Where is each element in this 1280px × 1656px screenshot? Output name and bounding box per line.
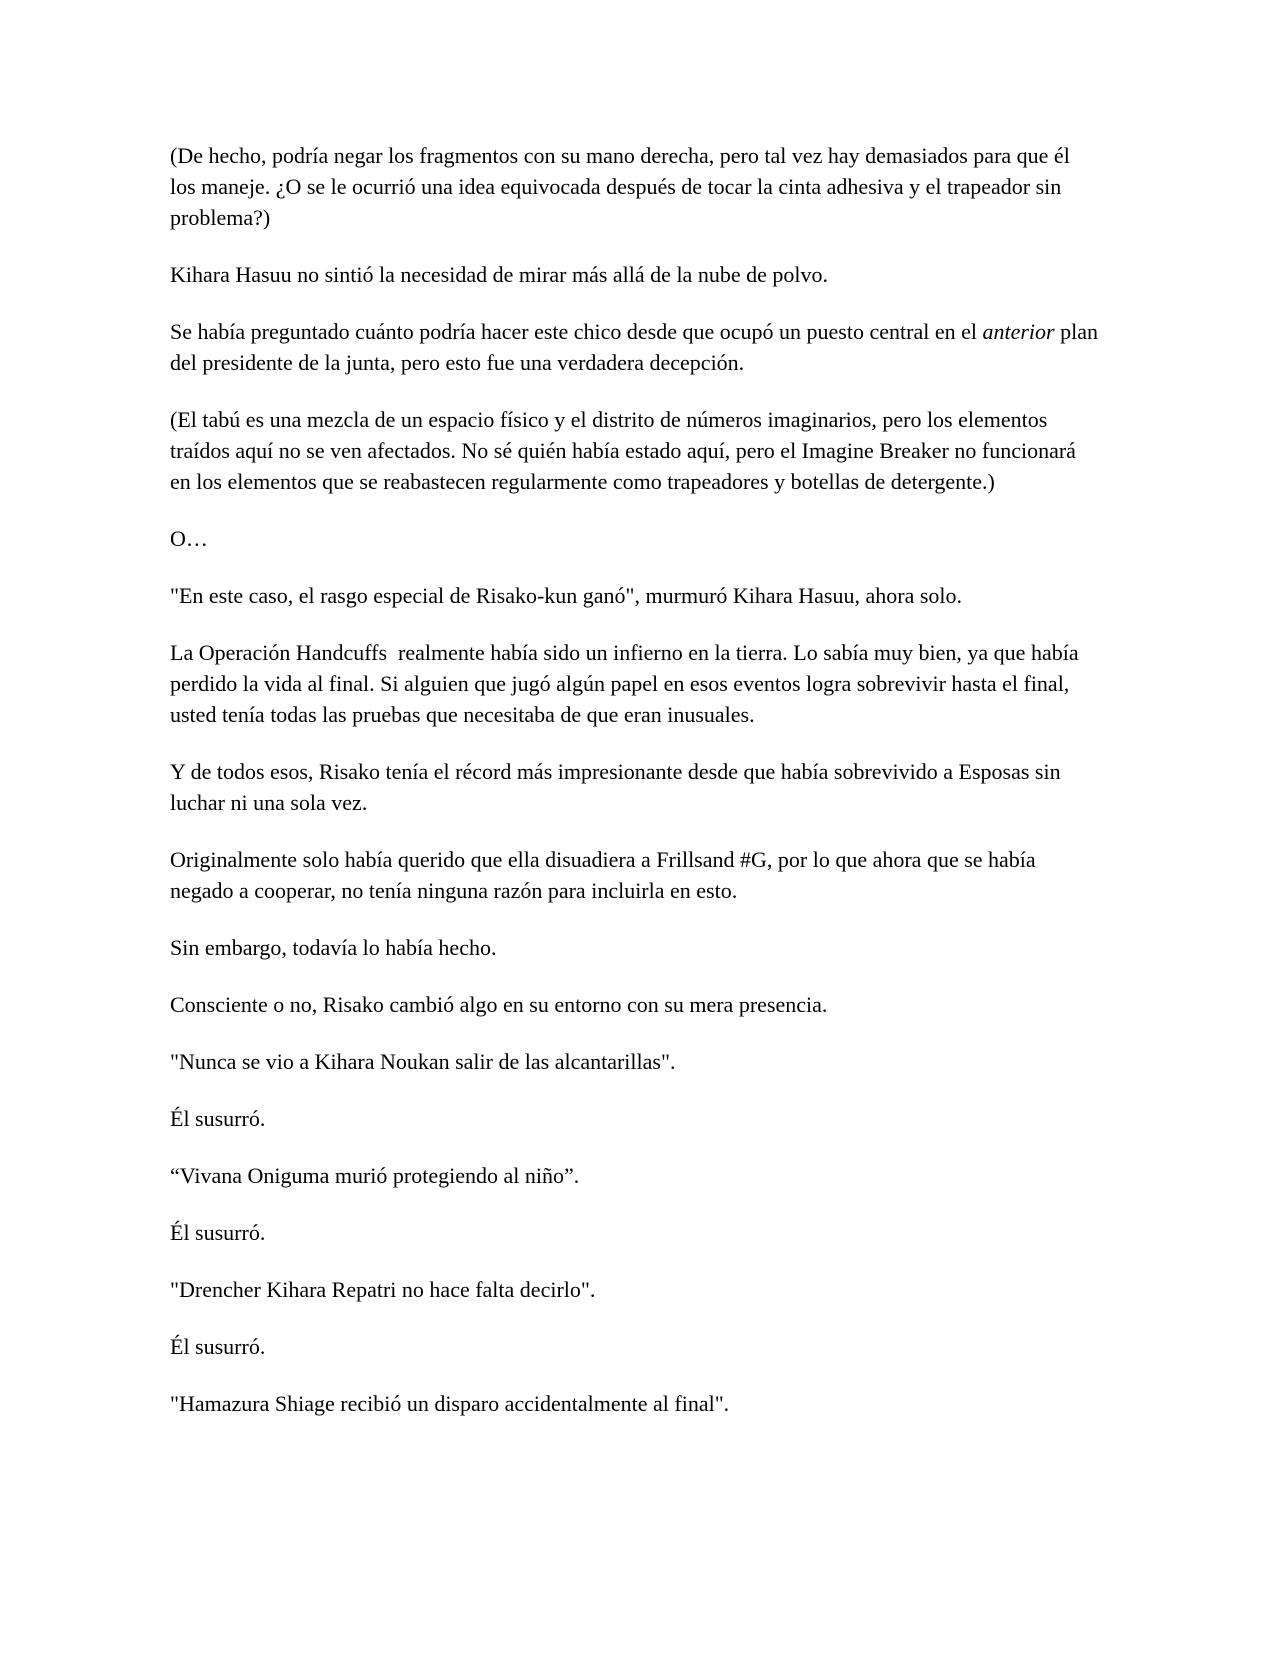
paragraph-text-run: “Vivana Oniguma murió protegiendo al niño”. (170, 1163, 580, 1188)
paragraph (170, 523, 1098, 554)
paragraph-text-run: Él susurró. (170, 1106, 266, 1131)
paragraph-text-run: Y de todos esos, Risako tenía el récord más impresionante desde que había sobrevivido a Esposas sin luchar ni una sola vez. (170, 759, 1067, 815)
paragraph-text-run: plan del presidente de la junta, pero esto fue una verdadera decepción. (170, 319, 1104, 375)
paragraph (170, 844, 1098, 906)
paragraph (170, 1046, 1098, 1077)
paragraph (170, 1217, 1098, 1248)
paragraph (170, 637, 1098, 730)
paragraph-text-run: Sin embargo, todavía lo había hecho. (170, 935, 497, 960)
paragraph (170, 1103, 1098, 1134)
paragraph (170, 989, 1098, 1020)
paragraph-text-run: (De hecho, podría negar los fragmentos con su mano derecha, pero tal vez hay demasiados para que él los maneje. ¿O se le ocurrió una idea equivocada después de tocar la cinta adhesiva y el trapeador sin problema?) (170, 143, 1076, 230)
paragraph-text-run: Él susurró. (170, 1220, 266, 1245)
paragraph (170, 932, 1098, 963)
document-text-block (170, 140, 1104, 1445)
paragraph (170, 580, 1098, 611)
paragraph (170, 404, 1098, 497)
paragraph-text-run: Kihara Hasuu no sintió la necesidad de mirar más allá de la nube de polvo. (170, 262, 828, 287)
paragraph-text-run: "En este caso, el rasgo especial de Risako-kun ganó", murmuró Kihara Hasuu, ahora solo. (170, 583, 963, 608)
paragraph (170, 1274, 1098, 1305)
paragraph (170, 140, 1098, 233)
paragraph (170, 1160, 1098, 1191)
paragraph (170, 1331, 1098, 1362)
paragraph-text-run: Originalmente solo había querido que ella disuadiera a Frillsand #G, por lo que ahora que se había negado a cooperar, no tenía ninguna razón para incluirla en esto. (170, 847, 1042, 903)
paragraph-text-run: "Hamazura Shiage recibió un disparo accidentalmente al final". (170, 1391, 730, 1416)
paragraph (170, 756, 1098, 818)
paragraph-text-run: La Operación Handcuffs realmente había sido un infierno en la tierra. Lo sabía muy bien, ya que había perdido la vida al final. Si alguien que jugó algún papel en esos eventos logra sobrevivir hasta el final, usted tenía todas las pruebas que necesitaba de que eran inusuales. (170, 640, 1085, 727)
paragraph-text-run: Se había preguntado cuánto podría hacer este chico desde que ocupó un puesto central en el (170, 319, 983, 344)
paragraph-text-run: "Nunca se vio a Kihara Noukan salir de las alcantarillas". (170, 1049, 676, 1074)
paragraph-italic-run: anterior (982, 319, 1055, 344)
paragraph (170, 316, 1104, 378)
paragraph (170, 259, 1098, 290)
paragraph (170, 1388, 1098, 1419)
paragraph-text-run: "Drencher Kihara Repatri no hace falta decirlo". (170, 1277, 596, 1302)
paragraph-text-run: Él susurró. (170, 1334, 266, 1359)
paragraph-text-run: O… (170, 526, 208, 551)
paragraph-text-run: (El tabú es una mezcla de un espacio físico y el distrito de números imaginarios, pero los elementos traídos aquí no se ven afectados. No sé quién había estado aquí, pero el Imagine Breaker no funcionará en los elementos que se reabastecen regularmente como trapeadores y botellas de detergente.) (170, 407, 1082, 494)
paragraph-text-run: Consciente o no, Risako cambió algo en su entorno con su mera presencia. (170, 992, 828, 1017)
